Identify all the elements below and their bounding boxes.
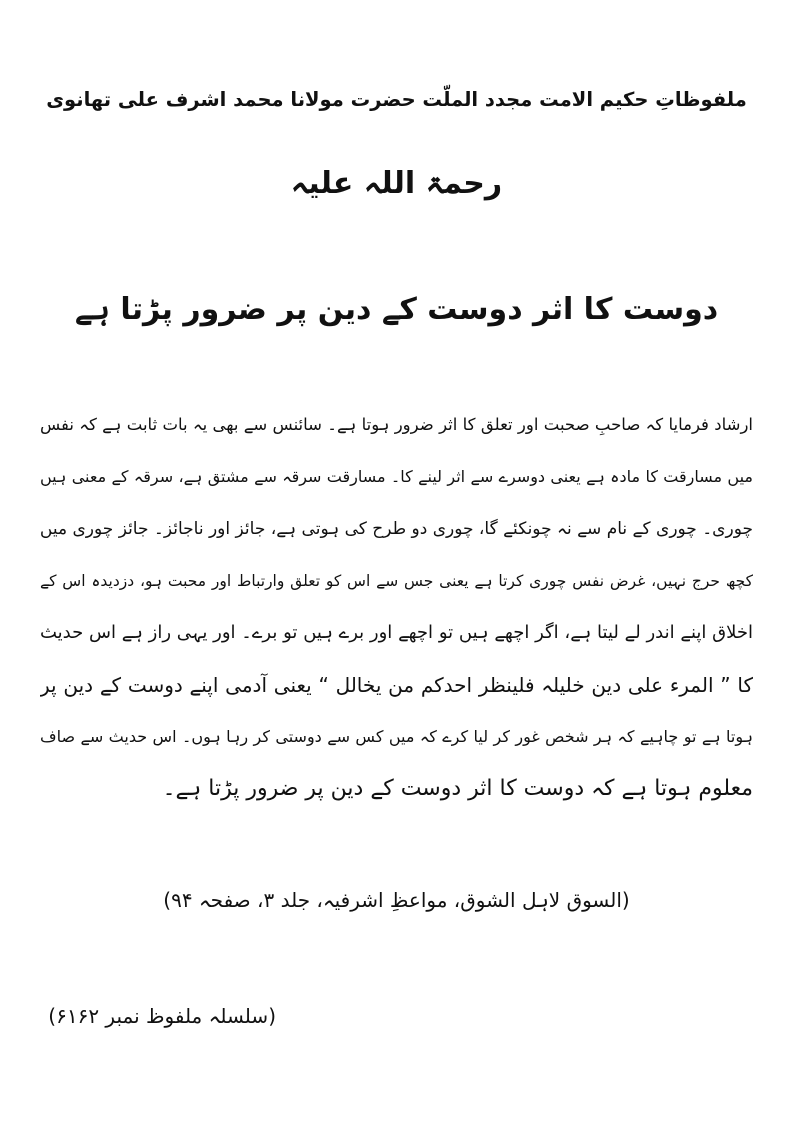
source-reference: (السوق لاہل الشوق، مواعظِ اشرفیہ، جلد ۳، صفحہ ۹۴) (163, 888, 630, 912)
title-line-2: رحمۃ اللہ علیہ (290, 166, 503, 201)
body-line: اخلاق اپنے اندر لے لیتا ہے، اگر اچھے ہیں تو اچھے اور برے ہیں تو برے۔ اور یہی راز ہے اس حدیث (40, 622, 753, 643)
body-line: ارشاد فرمایا کہ صاحبِ صحبت اور تعلق کا اثر ضرور ہوتا ہے۔ سائنس سے بھی یہ بات ثابت ہے کہ نفس (40, 415, 753, 434)
series-number: (سلسلہ ملفوظ نمبر ۶۱۶۲) (48, 1004, 276, 1028)
section-heading: دوست کا اثر دوست کے دین پر ضرور پڑتا ہے (74, 292, 719, 327)
body-line: ہوتا ہے تو چاہیے کہ ہر شخص غور کر لیا کرے کہ میں کس سے دوستی کر رہا ہوں۔ اس حدیث سے صاف (40, 727, 753, 746)
body-line: کا ” المرء علی دین خلیلہ فلینظر احدکم من یخالل “ یعنی آدمی اپنے دوست کے دین پر (40, 673, 753, 697)
body-line: کچھ حرج نہیں، غرض نفس چوری کرتا ہے یعنی جس سے اس کو تعلق وارتباط اور محبت ہو، دزدیدہ اس کے (40, 572, 753, 590)
title-line-1: ملفوظاتِ حکیم الامت مجدد الملّت حضرت مولانا محمد اشرف علی تھانوی (46, 88, 747, 111)
body-line: چوری۔ چوری کے نام سے نہ چونکئے گا، چوری دو طرح کی ہوتی ہے، جائز اور ناجائز۔ جائز چوری میں (40, 519, 753, 539)
body-line: میں مسارقت کا مادہ ہے یعنی دوسرے سے اثر لینے کا۔ مسارقت سرقہ سے مشتق ہے، سرقہ کے معنی ہیں (40, 467, 753, 486)
body-line: معلوم ہوتا ہے کہ دوست کا اثر دوست کے دین پر ضرور پڑتا ہے۔ (162, 776, 753, 801)
